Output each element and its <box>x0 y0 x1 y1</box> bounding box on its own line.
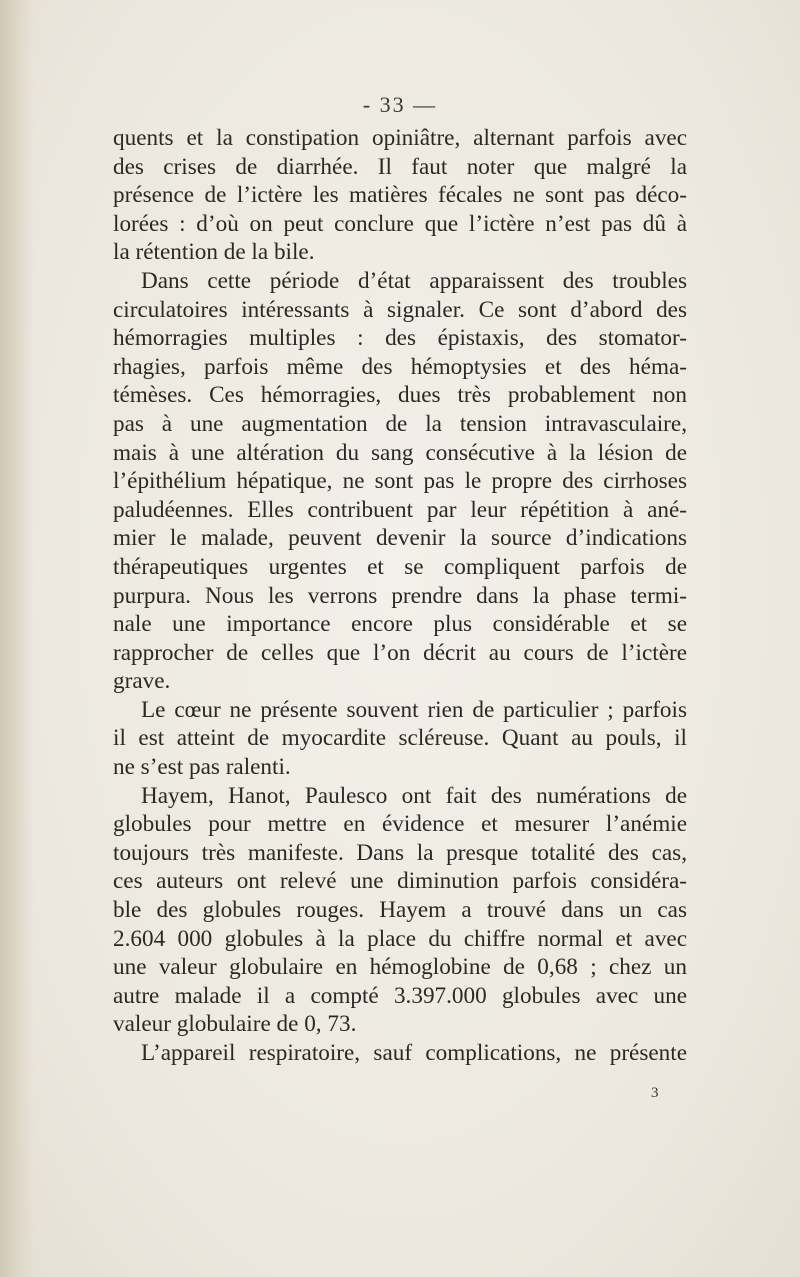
text-line: mais à une altération du sang consécutive à la lésion de <box>113 439 687 466</box>
page-number-header: - 33 — <box>362 92 438 117</box>
text-line: purpura. Nous les verrons prendre dans la phase termi- <box>113 582 687 609</box>
text-line: ble des globules rouges. Hayem a trouvé dans un cas <box>113 897 687 924</box>
text-line: ces auteurs ont relevé une diminution parfois considéra- <box>113 868 687 895</box>
signature-mark: 3 <box>651 1085 659 1101</box>
text-line: Dans cette période d’état apparaissent des troubles <box>141 267 687 294</box>
body-text <box>113 124 687 1068</box>
text-line: hémorragies multiples : des épistaxis, des stomator- <box>113 325 687 352</box>
text-line: paludéennes. Elles contribuent par leur répétition à ané- <box>113 496 687 523</box>
text-line: quents et la constipation opiniâtre, alternant parfois avec <box>113 125 687 151</box>
text-line: nale une importance encore plus considérable et se <box>113 611 687 638</box>
text-line: toujours très manifeste. Dans la presque totalité des cas, <box>113 839 687 866</box>
text-line: valeur globulaire de 0, 73. <box>113 1011 357 1038</box>
text-line: mier le malade, peuvent devenir la source d’indications <box>113 525 687 552</box>
text-line: témèses. Ces hémorragies, dues très probablement non <box>113 382 687 409</box>
text-line: pas à une augmentation de la tension intravasculaire, <box>113 410 687 437</box>
text-line: une valeur globulaire en hémoglobine de 0,68 ; chez un <box>113 954 687 981</box>
text-line: grave. <box>113 668 171 695</box>
text-line: Le cœur ne présente souvent rien de particulier ; parfois <box>141 696 687 723</box>
text-line: Hayem, Hanot, Paulesco ont fait des numérations de <box>141 782 687 809</box>
binding-edge <box>0 0 34 1277</box>
text-line: L’appareil respiratoire, sauf complications, ne présente <box>141 1040 687 1066</box>
text-line: l’épithélium hépatique, ne sont pas le propre des cirrhoses <box>113 468 687 495</box>
text-line: rhagies, parfois même des hémoptysies et des héma- <box>113 353 687 380</box>
text-line: présence de l’ictère les matières fécales ne sont pas déco- <box>113 182 687 209</box>
text-line: autre malade il a compté 3.397.000 globules avec une <box>113 982 687 1009</box>
text-line: il est atteint de myocardite scléreuse. Quant au pouls, il <box>113 725 687 752</box>
text-line: 2.604 000 globules à la place du chiffre normal et avec <box>113 925 687 952</box>
text-line: circulatoires intéressants à signaler. Ce sont d’abord des <box>113 296 687 323</box>
text-line: ne s’est pas ralenti. <box>113 754 291 781</box>
text-line: la rétention de la bile. <box>113 239 315 266</box>
text-line: globules pour mettre en évidence et mesurer l’anémie <box>113 811 687 838</box>
text-line: thérapeutiques urgentes et se compliquent parfois de <box>113 553 687 580</box>
text-line: lorées : d’où on peut conclure que l’ictère n’est pas dû à <box>113 210 687 237</box>
text-line: rapprocher de celles que l’on décrit au cours de l’ictère <box>113 639 687 666</box>
text-line: des crises de diarrhée. Il faut noter que malgré la <box>113 153 687 180</box>
